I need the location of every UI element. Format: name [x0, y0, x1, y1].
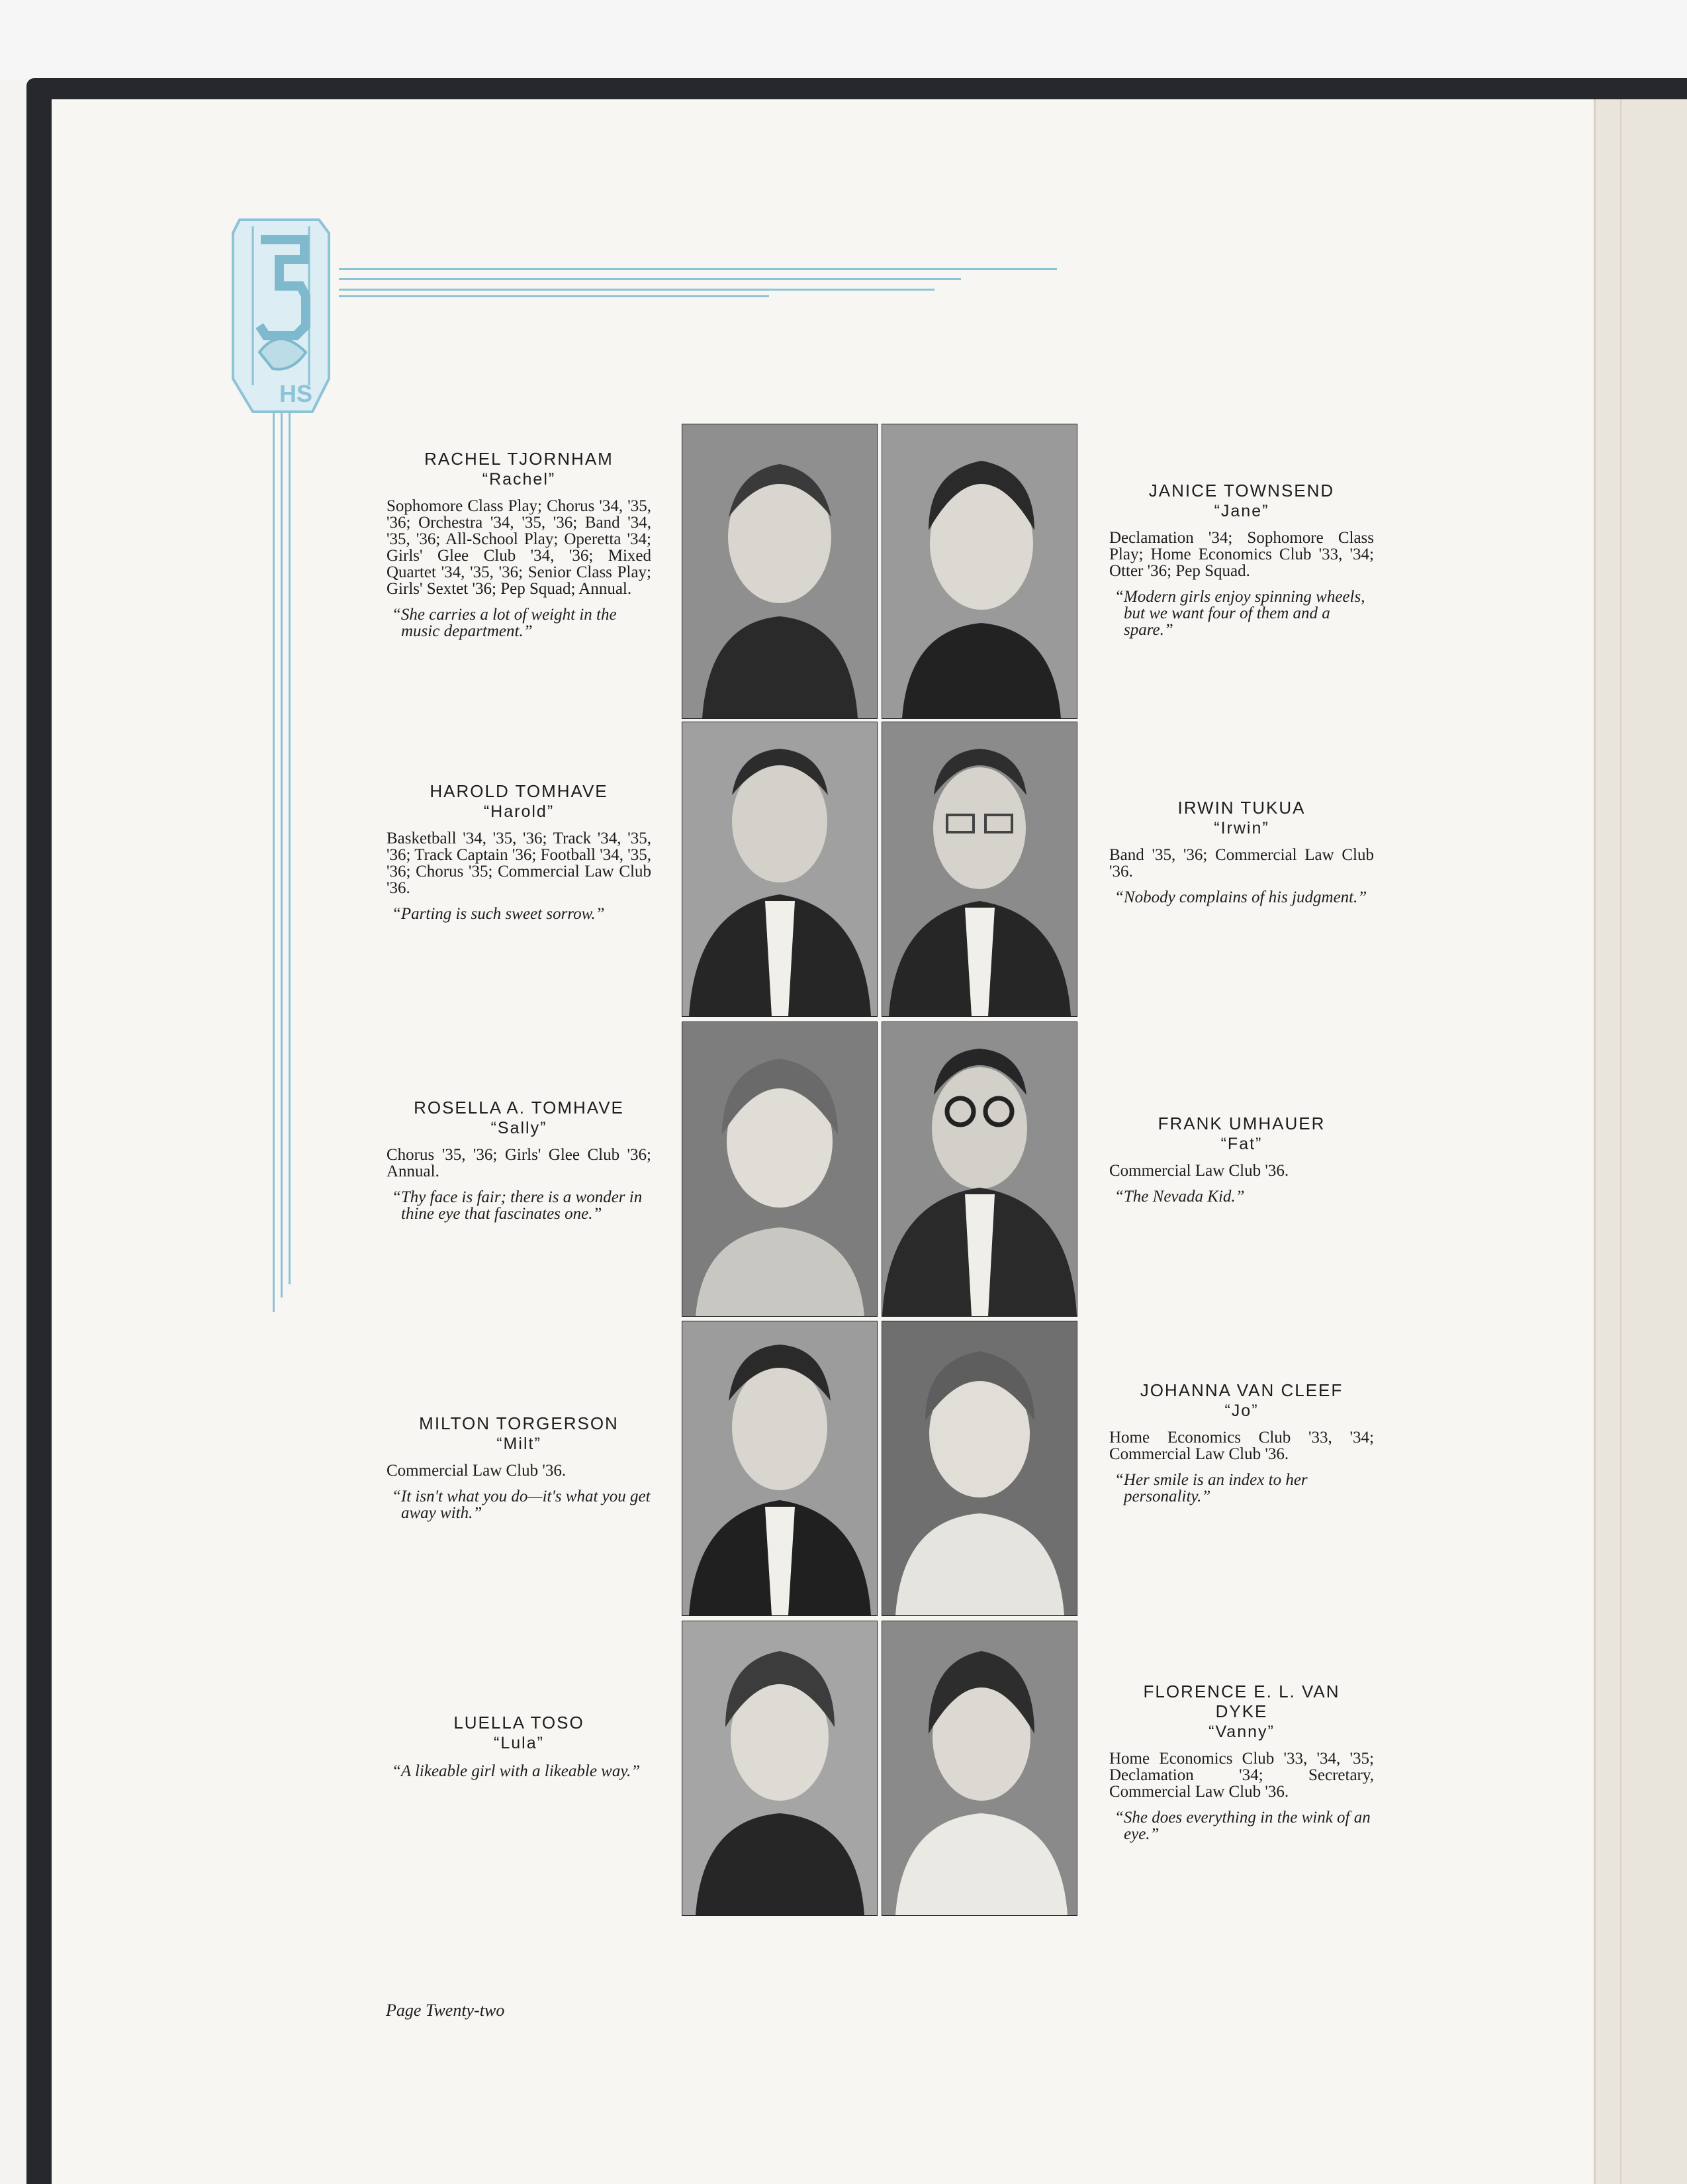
student-quote: “It isn't what you do—it's what you get away with.”	[392, 1488, 651, 1522]
student-caption	[1109, 1682, 1374, 1842]
student-name: FLORENCE E. L. VAN DYKE	[1143, 1682, 1340, 1721]
student-caption	[387, 1713, 651, 1780]
student-quote: “The Nevada Kid.”	[1115, 1188, 1245, 1206]
student-photo	[882, 1621, 1077, 1916]
student-activities: Sophomore Class Play; Chorus '34, '35, '36; Orchestra '34, '35, '36; Band '34, '35, '36; All-School Play; Operetta '34; Girls' Glee Club '34, '36; Mixed Quartet '34, '35, '36; Senior Class Play; Girls' Sextet '36; Pep Squad; Annual.	[387, 497, 651, 598]
student-quote: “Nobody complains of his judgment.”	[1115, 888, 1367, 906]
emblem-initials: HS	[279, 380, 313, 407]
student-activities: Home Economics Club '33, '34; Commercial Law Club '36.	[1109, 1429, 1374, 1463]
student-name: JANICE TOWNSEND	[1148, 481, 1335, 500]
student-quote: “She does everything in the wink of an eye.”	[1115, 1809, 1371, 1843]
decorative-line	[273, 410, 275, 1312]
page-edge-line	[1620, 99, 1621, 2184]
student-photo	[682, 1321, 878, 1616]
student-activities: Commercial Law Club '36.	[387, 1462, 567, 1480]
student-nickname: “Rachel”	[482, 470, 556, 489]
page-edge	[1594, 99, 1687, 2184]
student-quote: “She carries a lot of weight in the music department.”	[392, 606, 617, 640]
student-nickname: “Milt”	[496, 1435, 541, 1453]
student-activities: Band '35, '36; Commercial Law Club '36.	[1109, 846, 1374, 880]
student-quote: “Parting is such sweet sorrow.”	[392, 905, 605, 923]
school-emblem-icon	[213, 213, 349, 420]
student-photo	[682, 1621, 878, 1916]
student-photo	[682, 722, 878, 1017]
student-photo	[882, 722, 1077, 1017]
student-photo	[682, 424, 878, 719]
student-photo	[882, 424, 1077, 719]
student-nickname: “Jo”	[1224, 1401, 1259, 1420]
student-quote: “A likeable girl with a likeable way.”	[392, 1762, 641, 1780]
student-caption	[387, 1413, 651, 1521]
student-photo	[882, 1321, 1077, 1616]
student-photo	[882, 1021, 1077, 1317]
student-nickname: “Jane”	[1214, 502, 1269, 520]
student-quote: “Her smile is an index to her personality.”	[1115, 1471, 1308, 1505]
student-name: LUELLA TOSO	[453, 1713, 584, 1733]
student-nickname: “Irwin”	[1214, 819, 1269, 837]
student-activities: Declamation '34; Sophomore Class Play; Home Economics Club '33, '34; Otter '36; Pep Squad.	[1109, 529, 1374, 580]
student-caption	[387, 781, 651, 922]
student-caption	[1109, 481, 1374, 638]
student-name: IRWIN TUKUA	[1177, 798, 1306, 818]
decorative-line	[339, 268, 1057, 270]
student-caption	[1109, 1114, 1374, 1205]
decorative-line	[339, 295, 769, 297]
student-quote: “Thy face is fair; there is a wonder in thine eye that fascinates one.”	[392, 1188, 643, 1223]
student-nickname: “Harold”	[483, 802, 555, 821]
student-caption	[1109, 798, 1374, 906]
student-name: RACHEL TJORNHAM	[424, 449, 614, 469]
student-name: MILTON TORGERSON	[419, 1413, 619, 1433]
scanner-background	[0, 0, 1687, 79]
student-activities: Commercial Law Club '36.	[1109, 1162, 1289, 1180]
student-nickname: “Vanny”	[1208, 1723, 1275, 1741]
decorative-line	[289, 410, 291, 1284]
student-caption	[1109, 1380, 1374, 1505]
student-activities: Home Economics Club '33, '34, '35; Declamation '34; Secretary, Commercial Law Club '36.	[1109, 1750, 1374, 1801]
decorative-line	[339, 278, 961, 280]
student-activities: Basketball '34, '35, '36; Track '34, '35, '36; Track Captain '36; Football '34, '35, '36; Chorus '35; Commercial Law Club '36.	[387, 830, 651, 897]
student-nickname: “Sally”	[490, 1119, 547, 1137]
student-caption	[387, 1098, 651, 1222]
student-caption	[387, 449, 651, 640]
student-nickname: “Fat”	[1220, 1135, 1263, 1153]
student-name: JOHANNA VAN CLEEF	[1140, 1380, 1344, 1400]
student-nickname: “Lula”	[494, 1734, 544, 1752]
student-name: ROSELLA A. TOMHAVE	[414, 1098, 624, 1117]
page-number: Page Twenty-two	[386, 2001, 505, 2020]
student-photo	[682, 1021, 878, 1317]
student-name: FRANK UMHAUER	[1158, 1114, 1326, 1133]
student-name: HAROLD TOMHAVE	[430, 781, 608, 801]
student-activities: Chorus '35, '36; Girls' Glee Club '36; Annual.	[387, 1146, 651, 1180]
student-quote: “Modern girls enjoy spinning wheels, but we want four of them and a spare.”	[1115, 588, 1365, 639]
decorative-line	[339, 289, 935, 291]
decorative-line	[281, 410, 283, 1298]
